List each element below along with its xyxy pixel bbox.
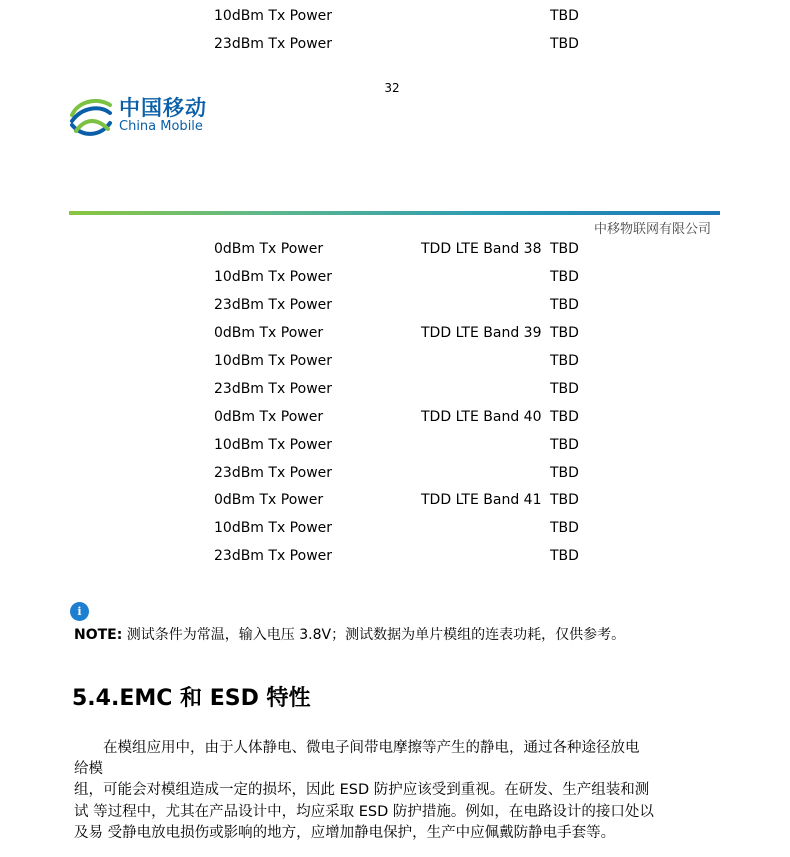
power-value: TBD — [550, 437, 579, 453]
power-value: TBD — [550, 353, 579, 369]
band-label: TDD LTE Band 41 — [421, 492, 542, 508]
note-body: 测试条件为常温，输入电压 3.8V；测试数据为单片模组的连表功耗，仅供参考。 — [122, 627, 626, 643]
power-value: TBD — [550, 492, 579, 508]
power-item: 0dBm Tx Power — [214, 325, 324, 341]
paragraph-line: 在模组应用中，由于人体静电、微电子间带电摩擦等产生的静电，通过各种途径放电 — [74, 740, 640, 756]
paragraph-line: 给模 — [74, 761, 103, 777]
power-item: 23dBm Tx Power — [214, 297, 333, 313]
info-icon: i — [70, 602, 89, 621]
table-row — [0, 407, 790, 427]
power-value: TBD — [550, 520, 579, 536]
power-item: 0dBm Tx Power — [214, 241, 324, 257]
power-value: TBD — [550, 465, 579, 481]
power-value: TBD — [550, 241, 579, 257]
section-title: 5.4.EMC 和 ESD 特性 — [72, 686, 311, 711]
table-row — [0, 34, 790, 54]
logo-text-english: China Mobile — [119, 119, 203, 134]
paragraph-line: 及易 受静电放电损伤或影响的地方，应增加静电保护，生产中应佩戴防静电手套等。 — [74, 825, 616, 841]
china-mobile-logo-icon — [68, 95, 114, 141]
table-row — [0, 379, 790, 399]
table-row — [0, 435, 790, 455]
table-row — [0, 295, 790, 315]
power-item: 0dBm Tx Power — [214, 409, 324, 425]
power-item: 10dBm Tx Power — [214, 353, 333, 369]
band-label: TDD LTE Band 38 — [421, 241, 542, 257]
table-row — [0, 351, 790, 371]
power-item: 10dBm Tx Power — [214, 269, 333, 285]
table-row — [0, 6, 790, 26]
power-item: 10dBm Tx Power — [214, 8, 333, 24]
table-row — [0, 463, 790, 483]
table-row — [0, 323, 790, 343]
power-value: TBD — [550, 381, 579, 397]
power-item: 23dBm Tx Power — [214, 548, 333, 564]
page-number: 32 — [384, 81, 400, 95]
paragraph-line: 试 等过程中，尤其在产品设计中，均应采取 ESD 防护措施。例如，在电路设计的接口处以 — [74, 804, 654, 820]
band-label: TDD LTE Band 39 — [421, 325, 542, 341]
power-item: 0dBm Tx Power — [214, 492, 324, 508]
power-value: TBD — [550, 269, 579, 285]
paragraph-line: 组，可能会对模组造成一定的损坏，因此 ESD 防护应该受到重视。在研发、生产组装和测 — [74, 782, 650, 798]
china-mobile-logo — [68, 95, 218, 141]
table-row — [0, 518, 790, 538]
power-value: TBD — [550, 548, 579, 564]
band-label: TDD LTE Band 40 — [421, 409, 542, 425]
power-value: TBD — [550, 36, 579, 52]
table-row — [0, 546, 790, 566]
header-divider — [69, 211, 720, 215]
power-value: TBD — [550, 325, 579, 341]
table-row — [0, 490, 790, 510]
power-item: 10dBm Tx Power — [214, 437, 333, 453]
note-text — [74, 625, 625, 645]
table-row — [0, 239, 790, 259]
logo-text-chinese: 中国移动 — [119, 96, 207, 120]
power-value: TBD — [550, 297, 579, 313]
company-name: 中移物联网有限公司 — [593, 222, 711, 237]
power-value: TBD — [550, 409, 579, 425]
power-value: TBD — [550, 8, 579, 24]
power-item: 23dBm Tx Power — [214, 36, 333, 52]
power-item: 23dBm Tx Power — [214, 381, 333, 397]
power-item: 10dBm Tx Power — [214, 520, 333, 536]
table-row — [0, 267, 790, 287]
note-label: NOTE: — [74, 627, 123, 643]
power-item: 23dBm Tx Power — [214, 465, 333, 481]
